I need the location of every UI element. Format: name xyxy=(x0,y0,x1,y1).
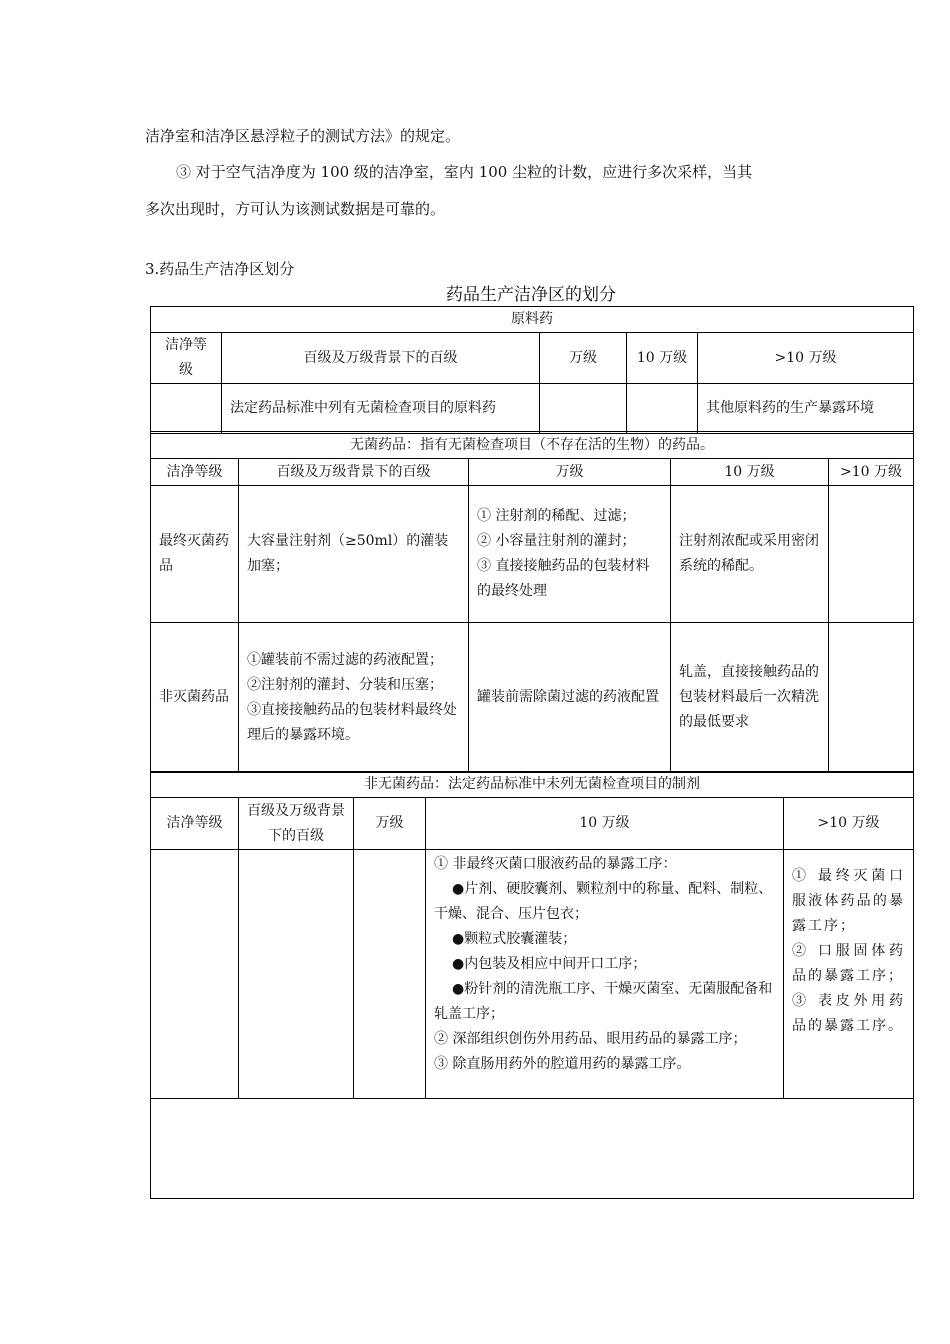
list-item: ③直接接触药品的包装材料最终处理后的暴露环境。 xyxy=(247,701,457,743)
sterile-table xyxy=(150,431,914,773)
nonsterile-100k-cell xyxy=(426,850,784,1099)
row-label-non-sterilized: 非灭菌药品 xyxy=(151,623,239,773)
table-title: 药品生产洁净区的划分 xyxy=(446,285,616,305)
table-cell-empty xyxy=(829,486,914,623)
col-header-10k: 万级 xyxy=(469,459,671,486)
col-header-100: 百级及万级背景下的百级 xyxy=(239,798,354,850)
col-header-gt100k: >10 万级 xyxy=(698,333,914,384)
row-label-terminal-sterilized: 最终灭菌药品 xyxy=(151,486,239,623)
list-item: ③ 表皮外用药品的暴露工序。 xyxy=(792,993,906,1034)
list-item: ①罐装前不需过滤的药液配置； xyxy=(247,651,443,668)
sterile-header: 无菌药品：指有无菌检查项目（不存在活的生物）的药品。 xyxy=(151,432,914,459)
list-item: ③ 直接接触药品的包装材料的最终处理 xyxy=(477,558,650,599)
list-item: ① 最终灭菌口服液体药品的暴露工序； xyxy=(792,868,906,934)
raw-materials-gt100k-cell: 其他原料药的生产暴露环境 xyxy=(698,384,914,434)
table-cell-empty xyxy=(239,850,354,1099)
terminal-100-cell: 大容量注射剂（≥50ml）的灌装加塞； xyxy=(239,486,469,623)
section-heading: 3.药品生产洁净区划分 xyxy=(145,260,295,278)
list-item: ② 口服固体药品的暴露工序； xyxy=(792,943,906,984)
col-header-100: 百级及万级背景下的百级 xyxy=(222,333,540,384)
col-header-grade: 洁净等级 xyxy=(151,798,239,850)
table-cell-empty xyxy=(151,1099,914,1199)
table-cell-empty xyxy=(354,850,426,1099)
col-header-10k: 万级 xyxy=(540,333,627,384)
list-item: ③ 除直肠用药外的腔道用药的暴露工序。 xyxy=(434,1056,691,1072)
non-terminal-10k-cell: 罐装前需除菌过滤的药液配置 xyxy=(469,623,671,773)
terminal-100k-cell: 注射剂浓配或采用密闭系统的稀配。 xyxy=(671,486,829,623)
table-cell-empty xyxy=(540,384,627,434)
terminal-10k-cell xyxy=(469,486,671,623)
col-header-10k: 万级 xyxy=(354,798,426,850)
non-terminal-100k-cell: 轧盖，直接接触药品的包装材料最后一次精洗的最低要求 xyxy=(671,623,829,773)
table-cell-empty xyxy=(151,384,222,434)
non-terminal-100-cell xyxy=(239,623,469,773)
list-item: ② 小容量注射剂的灌封； xyxy=(477,533,636,549)
col-header-gt100k: >10 万级 xyxy=(784,798,914,850)
raw-materials-header: 原料药 xyxy=(151,307,914,333)
list-item: ② 深部组织创伤外用药品、眼用药品的暴露工序； xyxy=(434,1031,747,1047)
raw-materials-table xyxy=(150,306,914,434)
nonsterile-header: 非无菌药品：法定药品标准中未列无菌检查项目的制剂 xyxy=(151,772,914,798)
table-cell-empty xyxy=(829,623,914,773)
list-subitem: ●颗粒式胶囊灌装； xyxy=(452,931,577,947)
list-item: ① 非最终灭菌口服液药品的暴露工序： xyxy=(434,856,677,872)
col-header-100k: 10 万级 xyxy=(426,798,784,850)
list-subitem: ●片剂、硬胶囊剂、颗粒剂中的称量、配料、制粒、干燥、混合、压片包衣； xyxy=(434,881,773,922)
col-header-100: 百级及万级背景下的百级 xyxy=(239,459,469,486)
list-item: ②注射剂的灌封、分装和压塞； xyxy=(247,676,443,693)
list-subitem: ●内包装及相应中间开口工序； xyxy=(452,956,647,972)
table-cell-empty xyxy=(151,850,239,1099)
nonsterile-gt100k-cell xyxy=(784,850,914,1099)
nonsterile-table xyxy=(150,771,914,1199)
col-header-gt100k: >10 万级 xyxy=(829,459,914,486)
paragraph-text: ③ 对于空气洁净度为 100 级的洁净室，室内 100 尘粒的计数，应进行多次采样，当其 xyxy=(176,163,753,181)
list-subitem: ●粉针剂的清洗瓶工序、干燥灭菌室、无菌服配备和轧盖工序； xyxy=(434,981,773,1022)
raw-materials-100-cell: 法定药品标准中列有无菌检查项目的原料药 xyxy=(222,384,540,434)
list-item: ① 注射剂的稀配、过滤； xyxy=(477,508,636,524)
col-header-100k: 10 万级 xyxy=(627,333,698,384)
col-header-grade: 洁净等级 xyxy=(151,333,222,384)
table-cell-empty xyxy=(627,384,698,434)
col-header-grade: 洁净等级 xyxy=(151,459,239,486)
paragraph-text: 多次出现时，方可认为该测试数据是可靠的。 xyxy=(145,200,446,218)
col-header-100k: 10 万级 xyxy=(671,459,829,486)
paragraph-text: 洁净室和洁净区悬浮粒子的测试方法》的规定。 xyxy=(145,127,461,145)
